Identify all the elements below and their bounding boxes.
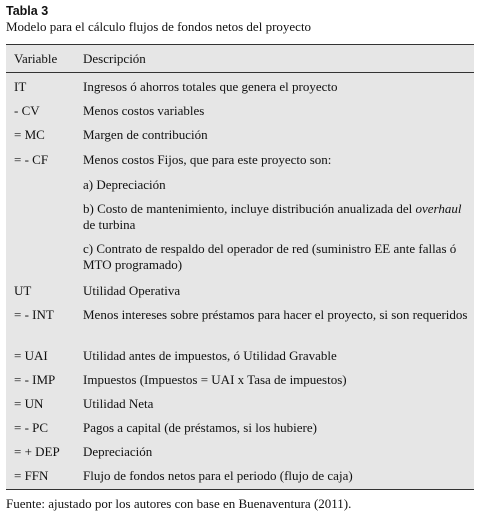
- row-description: a) Depreciación: [83, 177, 166, 192]
- row-description: Menos intereses sobre préstamos para hacer el proyecto, si son requeridos: [83, 307, 468, 322]
- row-description: Utilidad Neta: [83, 396, 154, 411]
- row-description: Impuestos (Impuestos = UAI x Tasa de impuestos): [83, 372, 347, 387]
- row-description: Ingresos ó ahorros totales que genera el proyecto: [83, 79, 338, 94]
- row-variable: = - IMP: [14, 372, 56, 387]
- row-description: Margen de contribución: [83, 127, 208, 142]
- row-variable: = MC: [14, 127, 45, 142]
- row-variable: = - INT: [14, 307, 54, 322]
- row-description: Pagos a capital (de préstamos, si los hubiere): [83, 420, 317, 435]
- row-description: Flujo de fondos netos para el periodo (flujo de caja): [83, 468, 353, 483]
- row-description: c) Contrato de respaldo del operador de red (suministro EE ante fallas ó MTO programado): [83, 241, 457, 272]
- row-description-italic: overhaul: [415, 201, 462, 216]
- row-variable: = + DEP: [14, 444, 60, 459]
- row-description: Depreciación: [83, 444, 153, 459]
- table-label: Tabla 3: [6, 4, 49, 18]
- table-title: Modelo para el cálculo flujos de fondos netos del proyecto: [6, 19, 312, 34]
- row-variable: = UAI: [14, 348, 48, 363]
- row-description-text: b) Costo de mantenimiento, incluye distribución anualizada del: [83, 201, 416, 216]
- row-variable: = UN: [14, 396, 44, 411]
- row-variable: = - CF: [14, 152, 49, 167]
- row-description: [83, 201, 469, 233]
- row-variable: IT: [14, 79, 27, 94]
- data-table: [6, 44, 474, 490]
- row-description: Menos costos variables: [83, 103, 205, 118]
- row-description: Utilidad antes de impuestos, ó Utilidad Gravable: [83, 348, 337, 363]
- row-description: Menos costos Fijos, que para este proyecto son:: [83, 152, 332, 167]
- header-variable: Variable: [14, 51, 58, 66]
- row-variable: - CV: [14, 103, 40, 118]
- source-footnote: Fuente: ajustado por los autores con base en Buenaventura (2011).: [6, 496, 352, 511]
- row-description: Utilidad Operativa: [83, 283, 181, 298]
- row-variable: = - PC: [14, 420, 49, 435]
- header-description: Descripción: [83, 51, 146, 66]
- row-variable: = FFN: [14, 468, 49, 483]
- row-description-text: de turbina: [83, 217, 136, 232]
- table-caption: [6, 4, 474, 35]
- table-header: [6, 45, 474, 73]
- row-variable: UT: [14, 283, 32, 298]
